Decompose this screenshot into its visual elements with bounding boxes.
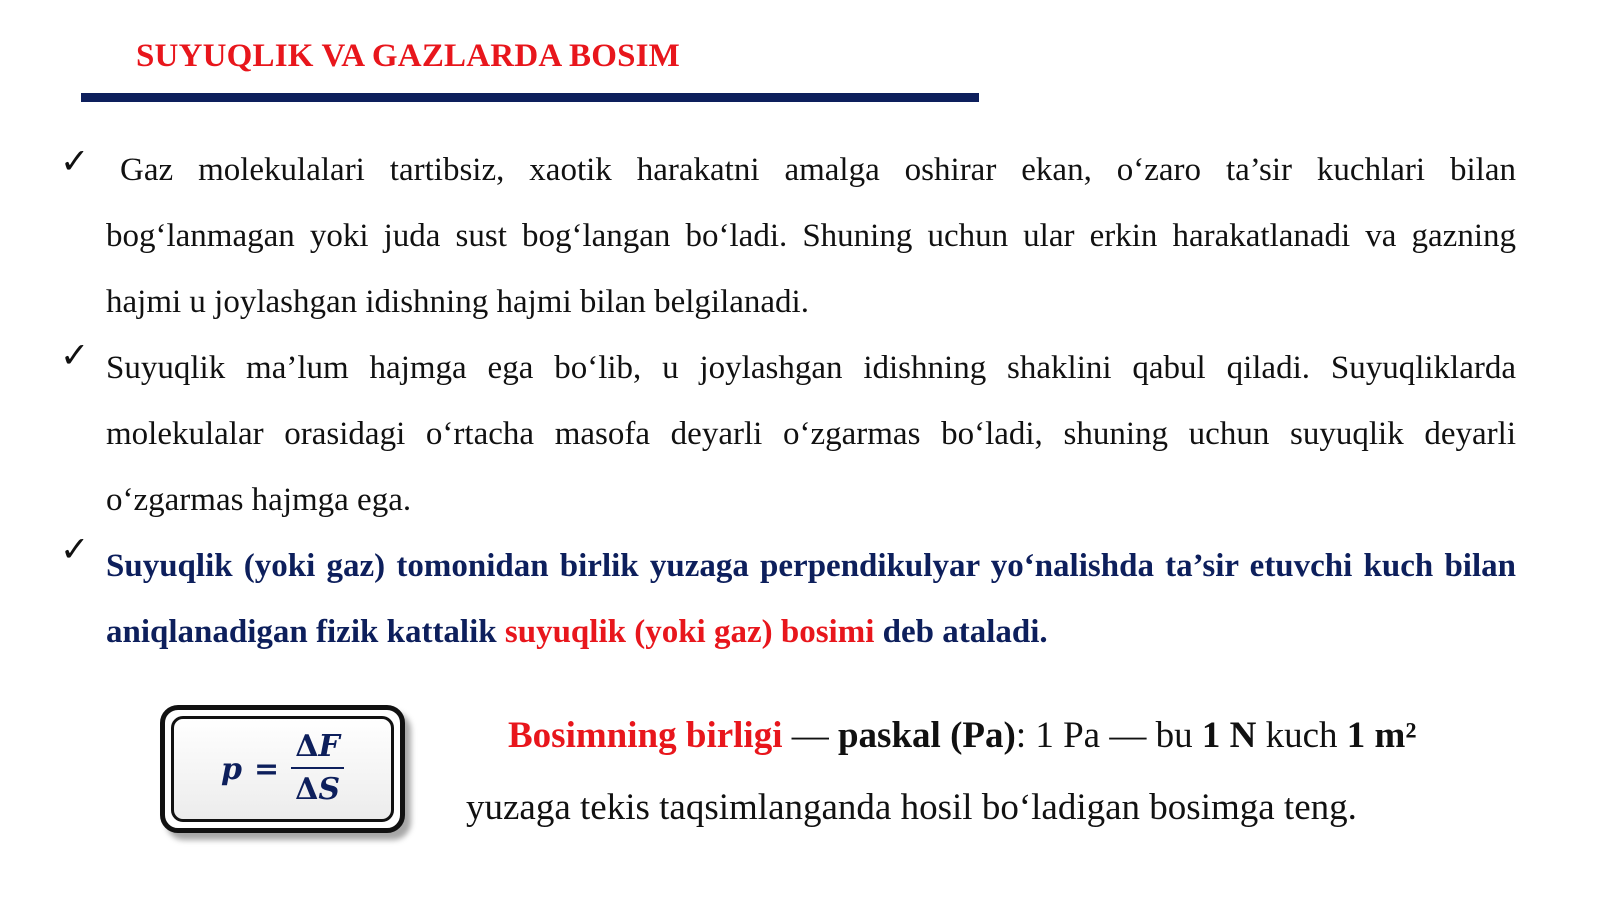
unit-dash: — [782, 715, 838, 756]
paragraph-gas-text: Gaz molekulalari tartibsiz, xaotik harakatni amalga oshirar ekan, o‘zaro ta’sir kuchlari bilan bog‘lanmagan yoki juda sust bog‘langan bo‘ladi. Shuning uchun ular erkin harakatlanadi va gazning hajmi u joylashgan idishning hajmi bilan belgilanadi. [106, 152, 1516, 320]
checkmark-icon: ✓ [60, 336, 90, 375]
delta-symbol: Δ [295, 772, 319, 807]
formula-lhs: p [220, 751, 242, 787]
definition-highlight: suyuqlik (yoki gaz) bosimi [504, 614, 875, 650]
definition-text-2: deb ataladi. [882, 614, 1048, 650]
formula-box [160, 705, 405, 833]
pressure-unit-text [466, 700, 1526, 844]
formula-fraction [291, 727, 344, 811]
checkmark-icon: ✓ [60, 530, 90, 569]
title-underline [81, 93, 979, 102]
delta-symbol: Δ [295, 729, 319, 764]
slide-title: SUYUQLIK VA GAZLARDA BOSIM [136, 38, 681, 74]
area-variable: S [318, 772, 341, 807]
unit-area: 1 m² [1346, 715, 1417, 756]
checkmark-icon: ✓ [60, 142, 90, 181]
force-variable: F [318, 729, 340, 764]
formula-equals: = [253, 751, 280, 787]
unit-kuch: kuch [1256, 715, 1347, 756]
pressure-formula [165, 710, 400, 828]
formula-denominator [291, 769, 344, 811]
unit-force: 1 N [1201, 715, 1257, 756]
paragraph-liquid-text: Suyuqlik ma’lum hajmga ega bo‘lib, u joylashgan idishning shaklini qabul qiladi. Suyuqliklarda molekulalar orasidagi o‘rtacha masofa deyarli o‘zgarmas bo‘ladi, shuning uchun suyuqlik deyarli o‘zgarmas hajmga ega. [106, 350, 1516, 518]
paragraph-gas [106, 137, 1516, 335]
unit-rest: yuzaga tekis taqsimlanganda hosil bo‘ladigan bosimga teng. [466, 787, 1357, 828]
formula-numerator [291, 727, 344, 767]
unit-name: paskal (Pa) [837, 715, 1016, 756]
paragraph-pressure-definition [106, 533, 1516, 665]
unit-equiv: : 1 Pa — bu [1015, 715, 1202, 756]
unit-label: Bosimning birligi [508, 715, 783, 756]
definition-text-1: Suyuqlik (yoki gaz) tomonidan birlik yuzaga perpendikulyar yo‘nalishda ta’sir etuvchi kuch bilan aniqlanadigan fizik kattalik [106, 548, 1516, 650]
paragraph-liquid [106, 335, 1516, 533]
